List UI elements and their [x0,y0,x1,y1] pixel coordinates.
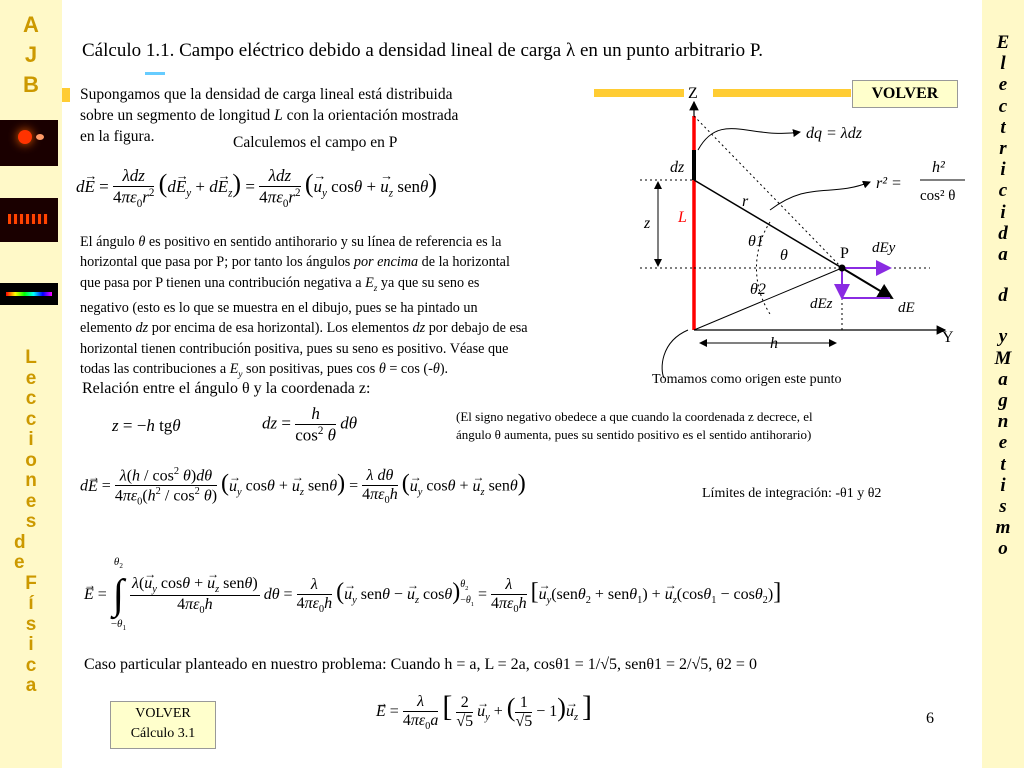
particular-case: Caso particular planteado en nuestro problema: Cuando h = a, L = 2a, cosθ1 = 1/√5, senθ1 = 2/√5, θ2 = 0 [84,656,757,673]
thumbnail-image-2 [0,198,58,242]
sidebar-letters-ajb: A J B [23,12,39,97]
label-z: z [644,215,651,232]
thumbnail-image-1 [0,120,58,166]
title-accent [145,72,165,75]
label-theta2: θ2 [750,281,766,298]
left-accent [62,88,70,102]
label-h: h [770,335,778,352]
sidebar-letters-lecciones: L e c c i o n e s d e F í s i c a [14,347,37,696]
point-p [839,265,846,272]
page-number: 6 [926,710,934,727]
label-y-axis: Y [942,329,954,346]
dE-vector [842,268,892,298]
page-title: Cálculo 1.1. Campo eléctrico debido a densidad lineal de carga λ en un punto arbitrario P. [82,40,764,61]
equation-dE-2: d→ E = $\frac{\lambda(h / \cos^2 \theta)d\theta}{4\pi\varepsilon_0(h^2 / \cos^2 \theta)}$ (→ $u_y$ cosθ + → $u_z$ senθ) = $\frac{\text{λ dθ}}{4\pi\varepsilon_0h}$ (→ $u_y$ cosθ + → $u_z$ senθ) [80,466,526,508]
label-dEz: dEz [810,296,833,312]
limits-label: Límites de integración: -θ1 y θ2 [702,486,882,501]
volver-top-button[interactable]: VOLVER [852,80,958,108]
r2-formula-left: r² = [876,175,902,192]
sign-note: (El signo negativo obedece a que cuando la coordenada z decrece, el ángulo θ aumenta, pues su sentido positivo es el sentido antihorario) [456,409,813,442]
label-z-axis: Z [688,85,698,102]
r2-denominator: cos² θ [920,188,956,204]
equation-z: z = −h tgθ [112,416,181,435]
equation-integral: → E = $\theta_2$ ∫ $-\theta_1$ $\lambda(\to u_y$ cosθ + → $u_z$ senθ) $4\pi\varepsilon_0h$ dθ = $\frac{\lambda}{4\pi\varepsilon_0h}$ (→ $u_y$ senθ − → $u_z$ cosθ) $\theta_2$ $-\theta_1$ = $\frac{\lambda}{4\pi\varepsilon_0h}$ [→ $u_y(sen\theta_2 + sen\theta_1)$ + → $u_z(\cos\theta_1 - \cos\theta_2)$] [84,556,781,634]
label-dE: dE [898,300,915,316]
intro-text: Supongamos que la densidad de carga lineal está distribuida sobre un segmento de longitud L con la orientación mostrada en la figura. [80,86,459,145]
equation-dz: dz = $\frac{h}{\cos^2 \theta}$ dθ [262,404,358,445]
sidebar-letters-electricidad: E l e c t r i c i d a d y M a g n e t i s m o [994,32,1012,560]
relation-label: Relación entre el ángulo θ y la coordenada z: [82,380,371,397]
label-theta: θ [780,247,788,264]
thumbnail-image-3 [0,283,58,305]
equation-dE-1: d→ E = λdz $4\pi\varepsilon_0r^2$ $(d\to E_y + d\to E_z)$ = λdz $4\pi\varepsilon_0r^2$ (→ $u_y$ cosθ + → $u_z$ senθ) [76,166,437,210]
label-P: P [840,245,849,262]
angle-paragraph: El ángulo θ es positivo en sentido antihorario y su línea de referencia es la horizontal que pasa por P; por tanto los ángulos por encima de la horizontal que pasa por P tienen una contribución negativa a $E_z$ ya que su seno es negativo (esto es lo que se muestra en el dibujo, pues se ha pintado un elemento dz por encima de esa horizontal). Los elementos dz por debajo de esa horizontal tienen contribución positiva, pues su seno es positivo. Véase que todas las contribuciones a $E_y$ son positivas, pues cos θ = cos (-θ). [80,234,528,380]
label-dq: dq = λdz [806,125,862,142]
label-L: L [678,209,687,226]
label-dz: dz [670,159,685,176]
calc-label: Calculemos el campo en P [233,134,398,151]
label-dEy: dEy [872,240,896,256]
label-r: r [742,193,749,210]
equation-final: → E = $\frac{\lambda}{4\pi\varepsilon_0a}$ [ $\frac{2}{√5}$ → $u_y$ + ( $\frac{1}{√5}$ − $1)\to u_z$ ] [376,690,592,732]
r2-numerator: h² [932,159,945,176]
geometry-figure [620,80,965,400]
volver-calculo-button[interactable]: VOLVER Cálculo 3.1 [110,701,216,749]
origin-note: Tomamos como origen este punto [652,372,842,387]
label-theta1: θ1 [748,233,764,250]
r-line [694,180,842,268]
